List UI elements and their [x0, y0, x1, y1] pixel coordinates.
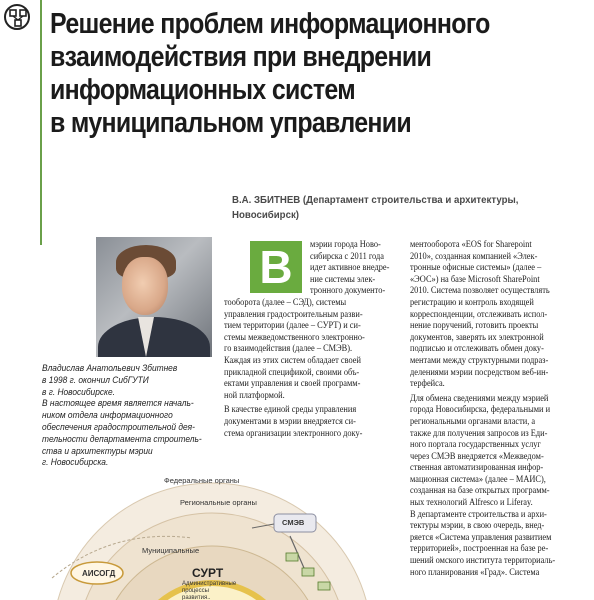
section-logo-icon — [4, 4, 30, 30]
text-column-right — [410, 240, 594, 579]
title-line: Решение проблем информационного — [50, 8, 490, 40]
byline-line: Новосибирск) — [232, 209, 300, 221]
text-line: ного портала государственных услуг — [410, 440, 541, 451]
text-line: документов, заверять их электронной — [410, 332, 544, 343]
text-line: «ЭОС») на базе Microsoft SharePoint — [410, 274, 540, 285]
text-column-left — [224, 240, 404, 440]
systems-diagram — [42, 468, 402, 600]
text-line: прикладной спецификой, своими объ- — [224, 367, 360, 378]
text-line: 2010. Система позволяет осуществлять — [410, 286, 550, 297]
title-line: взаимодействия при внедрении — [50, 41, 432, 73]
author-byline — [232, 193, 536, 223]
text-line: корреспонденции, отслеживать испол- — [410, 309, 548, 320]
diagram-label-regional: Региональные органы — [180, 498, 257, 507]
diagram-label-aisogd: АИСОГД — [82, 569, 116, 578]
text-line: тооборота (далее – СЭД), системы — [224, 297, 347, 308]
caption-line: г. Новосибирска. — [42, 457, 109, 468]
text-line: тронного документо- — [310, 286, 386, 297]
caption-line: в г. Новосибирске. — [42, 386, 115, 397]
diagram-label-surt: СУРТ — [192, 566, 224, 580]
text-line: документами в мэрии внедряется си- — [224, 416, 356, 427]
text-line: ной платформой. — [224, 390, 285, 401]
caption-line: ником отдела информационного — [42, 410, 173, 421]
title-line: в муниципальном управлении — [50, 107, 412, 139]
text-line: терфейса. — [410, 379, 445, 390]
text-line: ментами между структурными подраз- — [410, 355, 549, 366]
text-line: В качестве единой среды управления — [224, 405, 357, 416]
text-line: региональными органами власти, а — [410, 416, 536, 427]
caption-line: В настоящее время является началь- — [42, 398, 194, 409]
author-caption — [42, 363, 212, 469]
surt-sub-line: развития.. — [182, 595, 211, 600]
text-line: идет активное внедре- — [310, 263, 390, 274]
text-line: го взаимодействия (далее – СМЭВ). — [224, 344, 353, 355]
text-line: нение поручений, готовить проекты — [410, 321, 539, 332]
diagram-label-municipal: Муниципальные — [142, 546, 200, 555]
caption-line: Владислав Анатольевич Збитнев — [42, 363, 178, 373]
text-line: стема организации электронного доку- — [224, 428, 363, 439]
text-line: тронные офисные системы» (далее – — [410, 263, 542, 274]
text-line: ных технологий Alfresco и Liferay. — [410, 498, 533, 509]
text-line: стемы межведомственного электронно- — [224, 332, 365, 343]
text-line: территорией», построенная на базе ре- — [410, 544, 549, 555]
title-line: информационных систем — [50, 74, 355, 106]
text-line: города Новосибирска, федеральными и — [410, 405, 551, 416]
article-title — [50, 8, 514, 140]
text-line: В департаменте строительства и архи- — [410, 509, 547, 520]
surt-sub-line: Административные — [182, 581, 237, 587]
text-line: мационная система» (далее – МАИС), — [410, 474, 546, 485]
text-line: тием территории (далее – СУРТ) и си- — [224, 321, 361, 332]
left-accent-rule — [40, 0, 42, 245]
text-line: 2010», созданная компанией «Элек- — [410, 251, 538, 262]
text-line: мэрии города Ново- — [310, 240, 381, 250]
drop-cap: В — [250, 241, 302, 293]
surt-sub-line: процессы — [182, 588, 209, 594]
text-line: управления градостроительным разви- — [224, 309, 363, 320]
caption-line: в 1998 г. окончил СибГУТИ — [42, 374, 149, 385]
text-line: шений омского института территориаль- — [410, 556, 556, 567]
text-line: делениями мэрии посредством веб-ин- — [410, 367, 549, 378]
diagram-label-surt-sub — [182, 581, 236, 600]
text-line: Каждая из этих систем обладает своей — [224, 355, 361, 366]
caption-line: тельности департамента строитель- — [42, 433, 202, 444]
caption-line: обеспечения градостроительной дея- — [42, 421, 195, 432]
diagram-label-federal: Федеральные органы — [164, 476, 240, 485]
text-line: ряется «Система управления развитием — [410, 532, 552, 543]
text-line: тектуры мэрии, в свою очередь, внед- — [410, 521, 545, 532]
text-line: ментооборота «EOS for Sharepoint — [410, 240, 532, 250]
text-line: через СМЭВ внедряется «Межведом- — [410, 451, 544, 462]
text-line: ного планирования «Град». Система — [410, 567, 540, 578]
text-line: Для обмена сведениями между мэрией — [410, 393, 549, 404]
diagram-label-smev: СМЭВ — [282, 518, 305, 527]
text-line: созданная на базе открытых программ- — [410, 486, 550, 497]
text-line: подписью и отслеживать обмен доку- — [410, 344, 544, 355]
text-line: ственная автоматизированная инфор- — [410, 463, 544, 474]
caption-line: ства и архитектуры мэрии — [42, 445, 153, 456]
author-photo — [96, 237, 212, 357]
text-line: также для получения запросов из Еди- — [410, 428, 548, 439]
text-line: регистрацию и контроль входящей — [410, 297, 534, 308]
text-line: сибирска с 2011 года — [310, 251, 384, 262]
text-line: ние системы элек- — [310, 274, 376, 285]
text-line: ектами управления и своей программ- — [224, 379, 361, 390]
byline-line: В.А. ЗБИТНЕВ (Департамент строительства и архитектуры, — [232, 194, 519, 206]
